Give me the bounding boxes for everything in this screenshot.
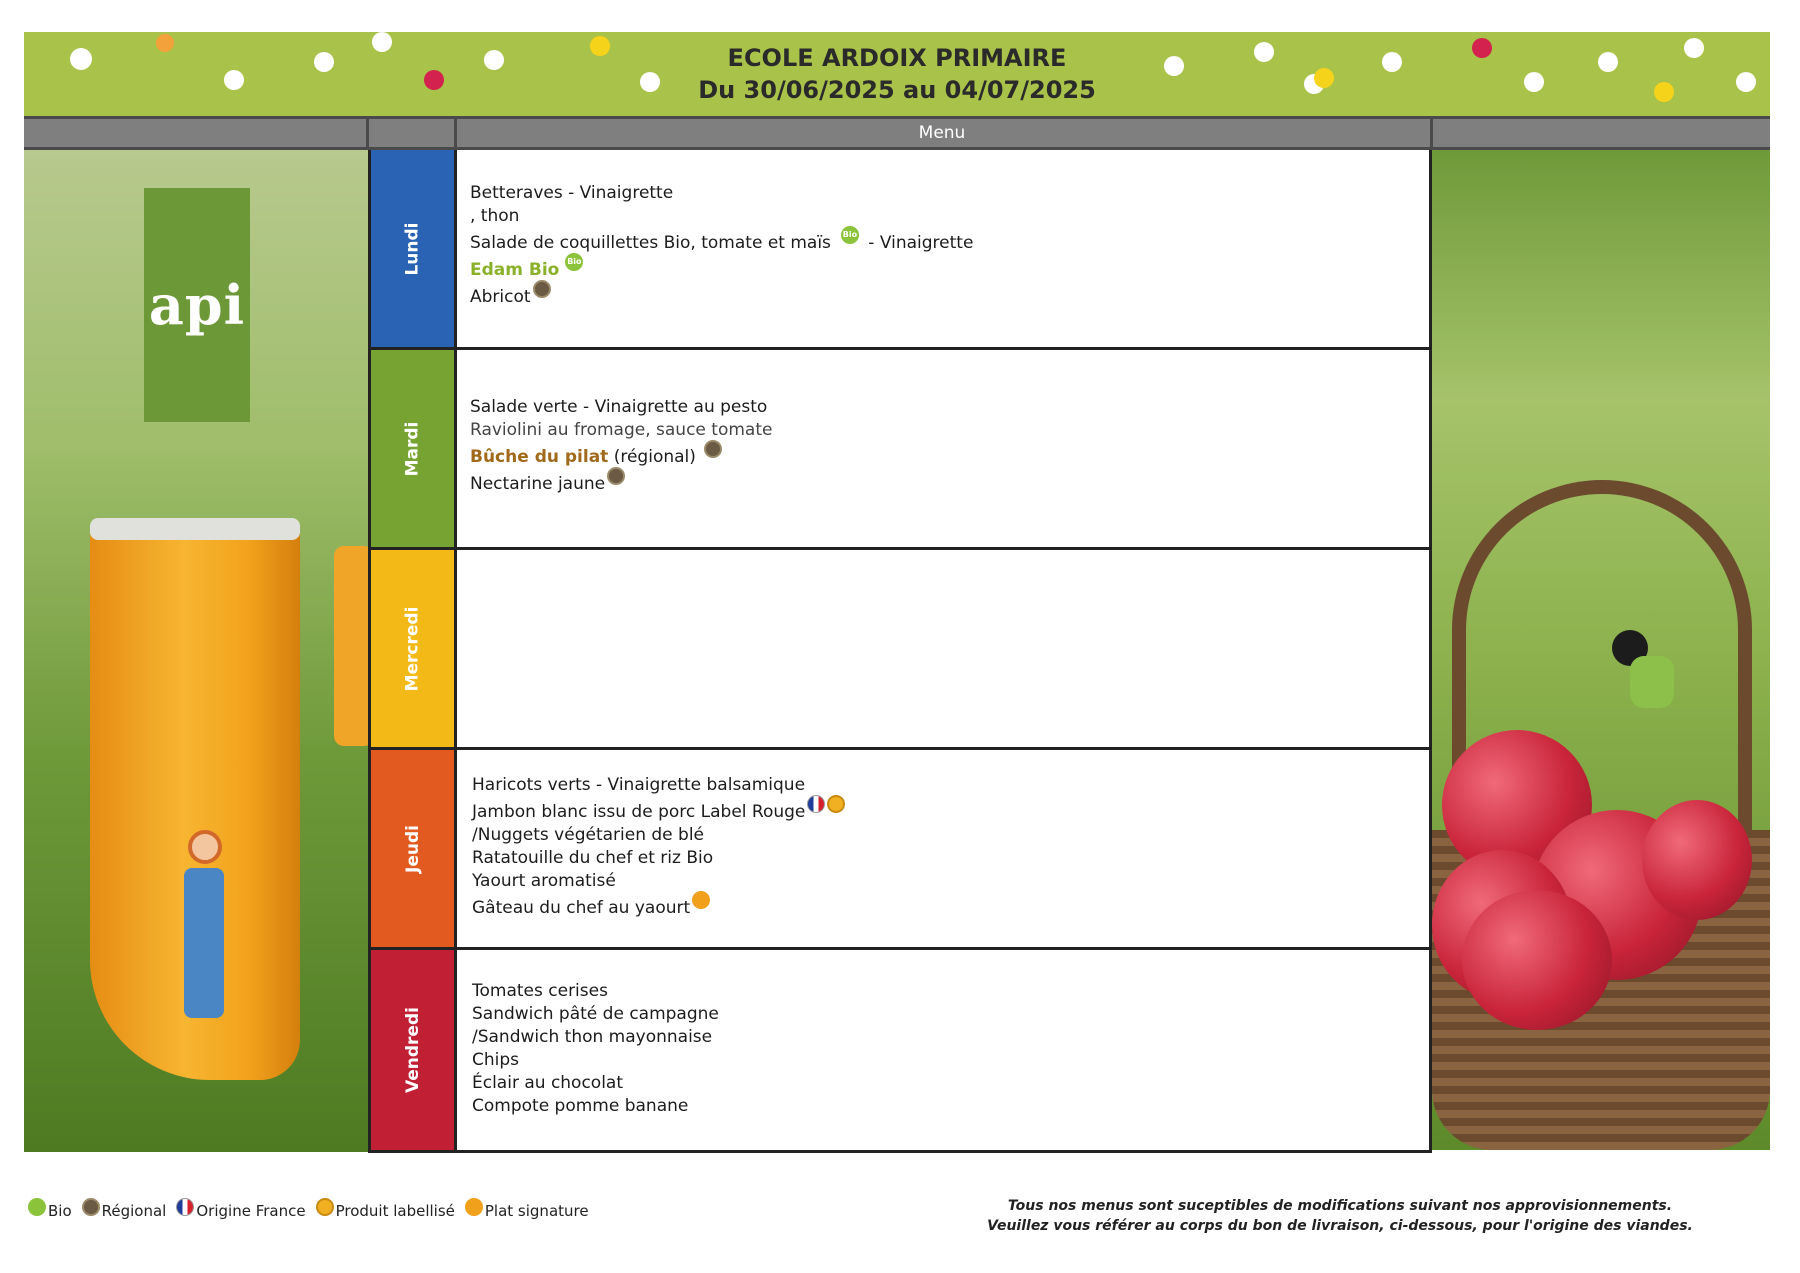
day-content-mercredi (460, 550, 1429, 747)
api-logo (144, 188, 250, 422)
france-flag-icon (807, 795, 825, 813)
menu-item: Betteraves - Vinaigrette (470, 183, 674, 203)
menu-item-text: Salade de coquillettes Bio, tomate et maïs (470, 233, 831, 253)
legend (26, 1202, 597, 1220)
disclaimer-line: Veuillez vous référer au corps du bon de livraison, ci-dessous, pour l'origine des viandes. (987, 1218, 1693, 1234)
legend-label: Plat signature (484, 1202, 589, 1220)
menu-item: Raviolini au fromage, sauce tomate (470, 420, 773, 440)
disclaimer-line: Tous nos menus sont suceptibles de modifications suivant nos approvisionnements. (1007, 1198, 1673, 1214)
menu-item: Tomates cerises (472, 981, 608, 1001)
menu-item-text: Abricot (470, 287, 531, 307)
left-photo-panel (24, 150, 368, 1152)
legend-item-regional (80, 1202, 167, 1220)
menu-item (470, 232, 1419, 255)
menu-item (470, 446, 1419, 469)
day-content-vendredi (460, 950, 1429, 1150)
day-content-mardi (460, 350, 1429, 547)
label-icon (316, 1198, 334, 1216)
menu-header-bar (24, 116, 1770, 150)
legend-label: Produit labellisé (335, 1202, 455, 1220)
header-banner (24, 32, 1770, 116)
date-range: Du 30/06/2025 au 04/07/2025 (698, 76, 1096, 104)
day-label: Vendredi (402, 1007, 423, 1093)
day-label: Jeudi (402, 824, 423, 873)
day-row-jeudi (371, 750, 1429, 950)
boot-rim (90, 518, 300, 540)
legend-item-signature (463, 1202, 589, 1220)
menu-item (470, 286, 1419, 309)
menu-item (470, 259, 1419, 282)
menu-item: Sandwich pâté de campagne (472, 1004, 719, 1024)
day-content-jeudi (460, 750, 1429, 947)
bio-icon: Bio (841, 226, 859, 244)
boot-back-image (334, 546, 368, 746)
menu-item: Chips (472, 1050, 520, 1070)
legend-label: Origine France (196, 1202, 306, 1220)
signature-icon (465, 1198, 483, 1216)
legend-item-france (174, 1202, 305, 1220)
disclaimer (960, 1196, 1720, 1236)
bio-icon: Bio (565, 253, 583, 271)
day-row-lundi (371, 150, 1429, 350)
menu-item: Haricots verts - Vinaigrette balsamique (472, 775, 806, 795)
menu-item-text: - Vinaigrette (862, 233, 974, 253)
legend-item-bio (26, 1202, 72, 1220)
menu-item: Compote pomme banane (472, 1096, 689, 1116)
day-tab-lundi (371, 150, 457, 347)
day-row-mardi (371, 350, 1429, 550)
menu-item (472, 801, 1419, 824)
menu-item: Éclair au chocolat (472, 1073, 624, 1093)
day-tab-vendredi (371, 950, 457, 1150)
menu-item: , thon (470, 206, 520, 226)
menu-item: Yaourt aromatisé (472, 871, 616, 891)
day-row-mercredi (371, 550, 1429, 750)
france-flag-icon (176, 1198, 194, 1216)
day-label: Mardi (402, 421, 423, 476)
menu-item: Ratatouille du chef et riz Bio (472, 848, 714, 868)
day-content-lundi (460, 150, 1429, 347)
day-tab-jeudi (371, 750, 457, 947)
menu-column-label: Menu (918, 123, 966, 143)
day-row-vendredi (371, 950, 1429, 1150)
menu-item-text: Bûche du pilat (470, 447, 609, 467)
menu-item-text: Edam Bio (470, 260, 560, 280)
day-label: Mercredi (402, 606, 423, 691)
page-title (24, 42, 1770, 106)
menu-item: /Nuggets végétarien de blé (472, 825, 705, 845)
menu-item (472, 897, 1419, 920)
regional-icon (704, 440, 722, 458)
bio-icon (28, 1198, 46, 1216)
legend-item-label (314, 1202, 455, 1220)
menu-item: /Sandwich thon mayonnaise (472, 1027, 713, 1047)
school-name: ECOLE ARDOIX PRIMAIRE (727, 44, 1067, 72)
label-icon (827, 795, 845, 813)
child-on-basket-illustration (1612, 630, 1682, 720)
day-label: Lundi (402, 221, 423, 276)
child-illustration (174, 830, 234, 1030)
signature-icon (692, 891, 710, 909)
menu-item: Salade verte - Vinaigrette au pesto (470, 397, 768, 417)
regional-icon (82, 1198, 100, 1216)
regional-icon (607, 467, 625, 485)
apple-image (1642, 800, 1752, 920)
legend-label: Régional (101, 1202, 167, 1220)
menu-item (470, 473, 1419, 496)
menu-item-text: (régional) (608, 447, 696, 467)
right-photo-panel (1432, 150, 1770, 1150)
menu-item-text: Jambon blanc issu de porc Label Rouge (472, 802, 806, 822)
day-tab-mercredi (371, 550, 457, 747)
menu-item-text: Gâteau du chef au yaourt (472, 898, 691, 918)
apple-image (1462, 890, 1612, 1030)
api-logo-text: api (148, 273, 246, 337)
legend-label: Bio (48, 1202, 72, 1220)
day-tab-mardi (371, 350, 457, 547)
regional-icon (533, 280, 551, 298)
menu-item-text: Nectarine jaune (470, 474, 606, 494)
menu-table (368, 150, 1432, 1153)
